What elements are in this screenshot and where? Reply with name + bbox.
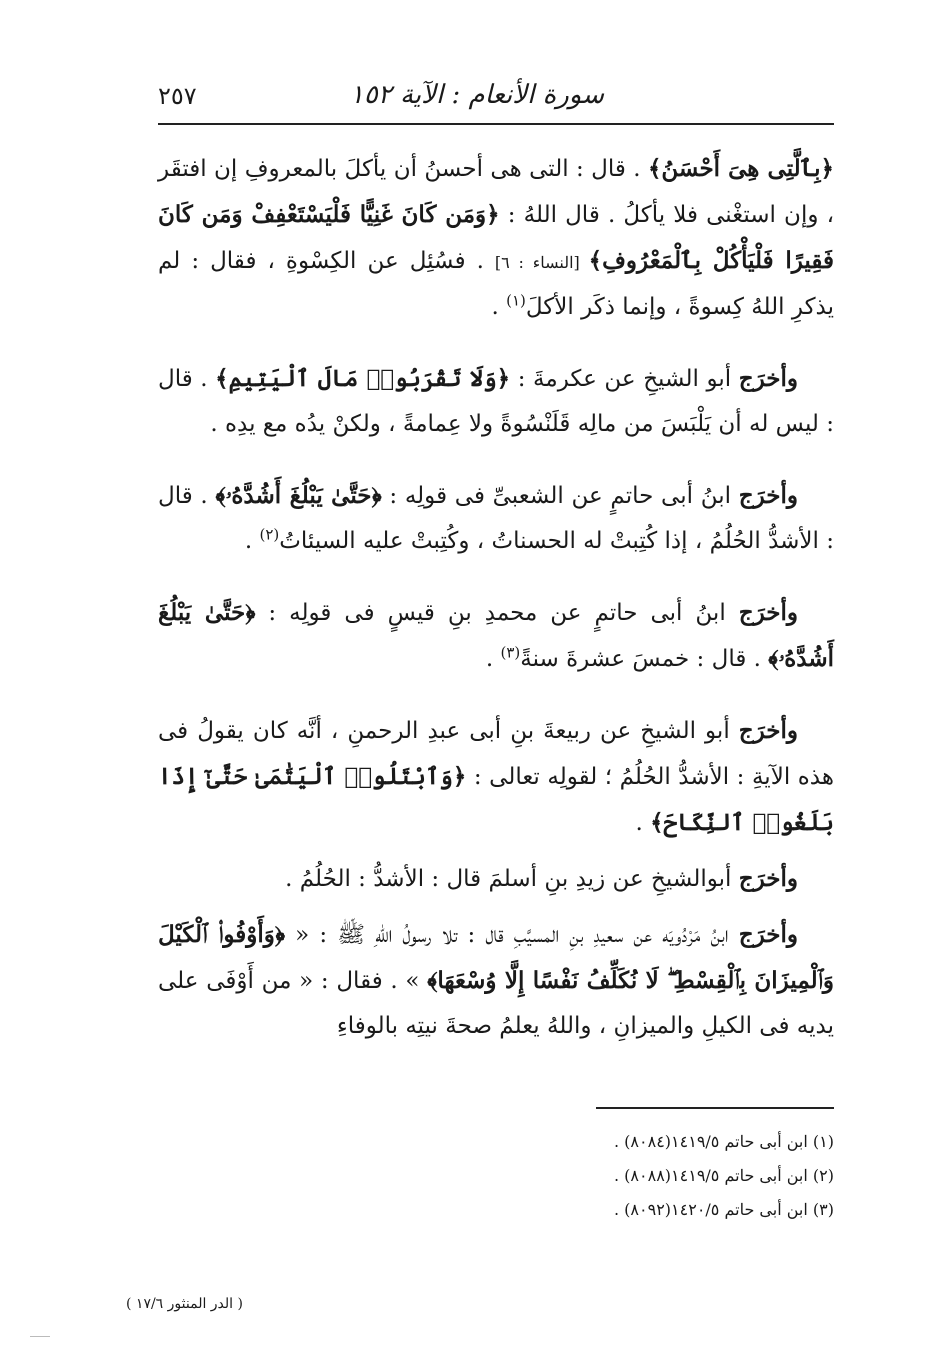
- text-run: . قال : الأشدُّ الحُلُمُ ، إذا كُتِبتْ له الحسناتُ ، وكُتِبتْ عليه السيئاتُ: [158, 483, 834, 554]
- lead-word: وأخرَج: [738, 717, 798, 744]
- text-run: أبوالشيخِ عن زيدِ بنِ أسلمَ قال : الأشدُّ : الحُلُمُ .: [285, 866, 739, 892]
- text-run: .: [485, 646, 501, 672]
- lead-word: وأخرَج: [738, 599, 798, 626]
- text-run: .: [491, 294, 507, 320]
- footnote-3: (٣) ابن أبى حاتم ١٤٢٠/٥(٨٠٩٢) .: [613, 1200, 834, 1219]
- text-run: ابنُ مَرْدُويَه عن سعيدِ بنِ المسيَّبِ قال : تلا رسولُ اللهِ ﷺ : «: [285, 922, 739, 948]
- main-text: [158, 146, 834, 1075]
- footnote-1: (١) ابن أبى حاتم ١٤١٩/٥(٨٠٨٤) .: [613, 1132, 834, 1151]
- page-header: [158, 72, 834, 116]
- paragraph-7: [158, 912, 834, 1049]
- text-run: . فسُئِل عن الكِسْوةِ ، فقال : لم يذكرِ اللهُ كِسوةً ، وإنما ذكَر الأكلَ: [158, 248, 834, 320]
- quran-verse: ﴿حَتَّىٰ يَبْلُغَ أَشُدَّهُۥ﴾: [215, 482, 382, 509]
- header-rule: [158, 123, 834, 125]
- footnote-marker-1[interactable]: (١): [506, 291, 526, 310]
- paragraph-3: [158, 473, 834, 564]
- text-run: . قال : ليس له أن يَلْبَسَ من مالِه قَلَنْسُوةً ولا عِمامةً ، ولكنْ يدُه مع يدِه .: [158, 366, 834, 437]
- text-run: ابنُ أبى حاتمٍ عن الشعبىِّ فى قولِه :: [381, 483, 739, 509]
- footnote-rule: [596, 1107, 834, 1109]
- paragraph-1: [158, 146, 834, 330]
- text-run: .: [635, 810, 651, 836]
- footnotes: [234, 1125, 834, 1227]
- footnote-2: (٢) ابن أبى حاتم ١٤١٩/٥(٨٠٨٨) .: [613, 1166, 834, 1185]
- paragraph-6: [158, 856, 834, 902]
- text-run: .: [244, 528, 260, 554]
- quran-verse: ﴿وَأَوْفُوا۟ ٱلْكَيْلَ وَٱلْمِيزَانَ بِٱلْقِسْطِ ۖ لَا نُكَلِّفُ نَفْسًا إِلَّا وُسْعَهَا﴾: [158, 921, 834, 994]
- paragraph-2: [158, 356, 834, 447]
- footnote-marker-3[interactable]: (٣): [500, 643, 521, 662]
- scan-mark: [30, 1336, 50, 1337]
- text-run: » . فقال : « من أَوْفَى على يديه فى الكيلِ والميزانِ ، واللهُ يعلمُ صحةَ نيتِه بالوفاءِ: [158, 968, 834, 1039]
- lead-word: وأخرَج: [738, 365, 798, 392]
- quran-verse: ﴿حَتَّىٰ يَبْلُغَ أَشُدَّهُۥ﴾: [158, 599, 834, 672]
- quran-verse: ﴿وَلَا تَقْرَبُوا۟ مَالَ ٱلْيَتِيمِ﴾: [215, 365, 511, 392]
- page-footer: ( الدر المنثور ١٧/٦ ): [126, 1296, 243, 1312]
- verse-reference: [النساء : ٦]: [494, 253, 589, 272]
- running-title: سورة الأنعام : الآية ١٥٢: [349, 80, 604, 110]
- lead-word: وأخرَج: [738, 921, 798, 948]
- text-run: ابنُ أبى حاتمٍ عن محمدِ بنِ قيسٍ فى قولِه :: [255, 600, 739, 626]
- text-run: أبو الشيخِ عن ربيعةَ بنِ أبى عبدِ الرحمنِ ، أنَّه كان يقولُ فى هذه الآيةِ : الأشدُّ الحُلُمُ ؛ لقولِه تعالى :: [158, 718, 834, 790]
- quran-verse: ﴿وَٱبْتَلُوا۟ ٱلْيَتَٰمَىٰ حَتَّىٰٓ إِذَا بَلَغُوا۟ ٱلنِّكَاحَ﴾: [158, 763, 834, 836]
- paragraph-4: [158, 590, 834, 682]
- page-number: ٢٥٧: [158, 82, 197, 110]
- quran-verse: ﴿بِٱلَّتِى هِىَ أَحْسَنُ﴾: [647, 155, 834, 182]
- lead-word: وأخرَج: [738, 482, 798, 509]
- text-run: . قال : خمسَ عشرةَ سنةً: [520, 646, 769, 672]
- lead-word: وأخرَج: [738, 865, 798, 892]
- footnote-marker-2[interactable]: (٢): [259, 525, 280, 544]
- text-run: أبو الشيخِ عن عكرمةَ :: [510, 366, 739, 392]
- quran-verse: ﴿وَمَن كَانَ غَنِيًّا فَلْيَسْتَعْفِفْ وَمَن كَانَ فَقِيرًا فَلْيَأْكُلْ بِٱلْمَعْرُوفِ﴾: [158, 201, 834, 274]
- text-run: . قال : التى هى أحسنُ أن يأكلَ بالمعروفِ إن افتقَر ، وإن استغْنى فلا يأكلُ . قال اللهُ :: [158, 156, 834, 228]
- paragraph-5: [158, 708, 834, 846]
